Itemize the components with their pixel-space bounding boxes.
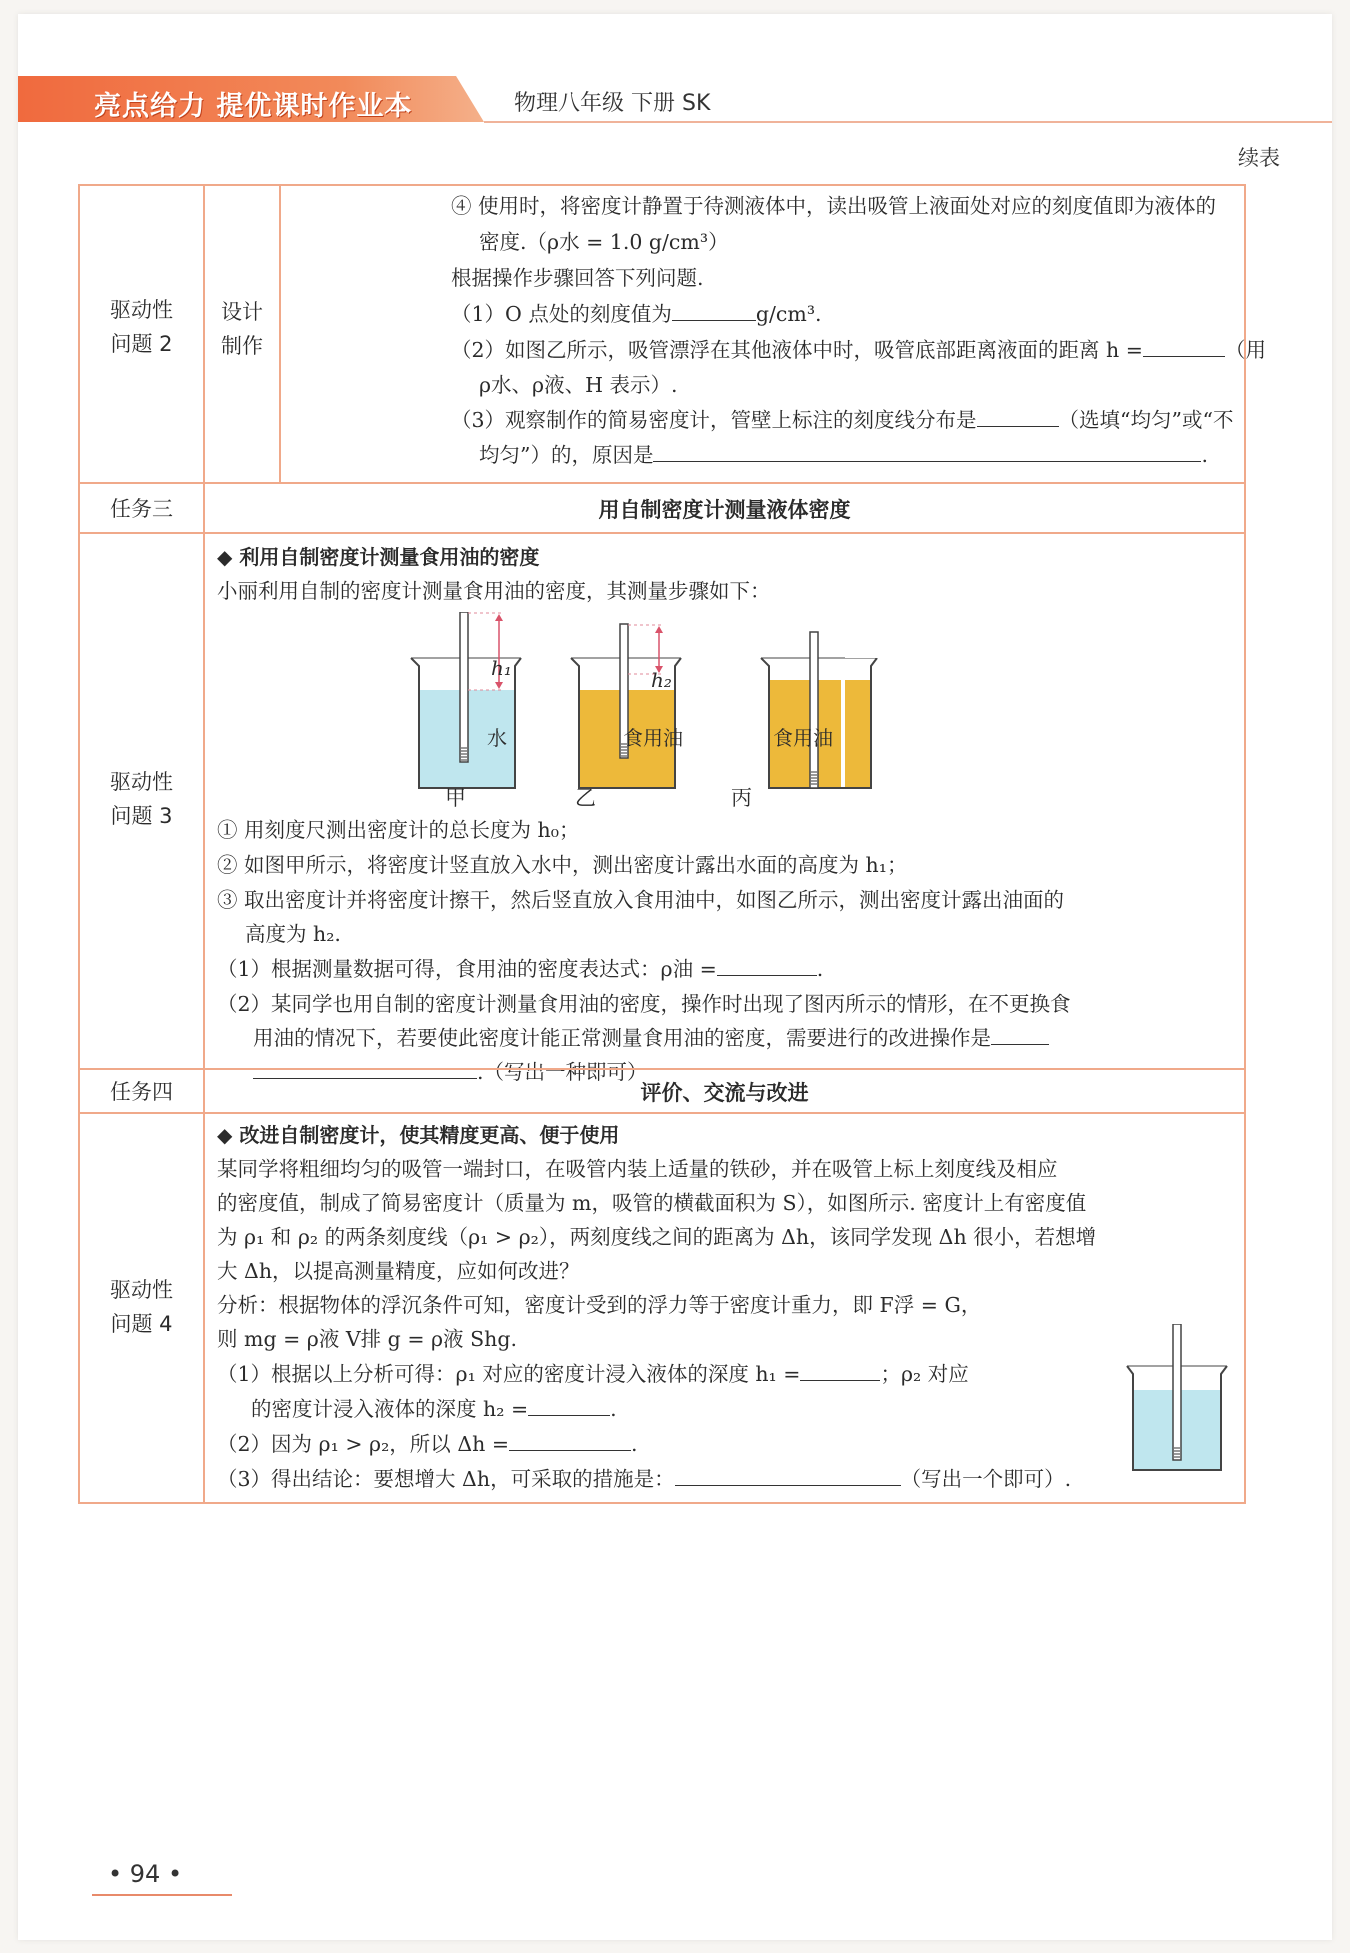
unit-text: g/cm³. (755, 302, 822, 326)
answer-blank[interactable] (675, 1464, 901, 1486)
task-3-label-cell (80, 484, 205, 532)
period: . (816, 957, 824, 981)
beaker-c (761, 632, 845, 788)
text-line (479, 440, 1208, 470)
row-header-line2: 问题 2 (110, 332, 173, 356)
label-water: 水 (487, 726, 507, 750)
answer-blank[interactable] (977, 405, 1059, 427)
question-text: （写出一个即可）. (900, 1467, 1072, 1491)
answer-blank[interactable] (717, 954, 817, 976)
text-line: 为 ρ₁ 和 ρ₂ 的两条刻度线（ρ₁ > ρ₂），两刻度线之间的距离为 Δh，该同学发现 Δh 很小，若想增 (217, 1225, 1097, 1249)
period: . (1201, 443, 1209, 467)
question-text: （3）得出结论：要想增大 Δh，可采取的措施是： (217, 1467, 675, 1491)
label-h2: h₂ (651, 668, 672, 692)
beaker-b (571, 624, 681, 788)
answer-blank[interactable] (653, 440, 1201, 462)
text-line (451, 335, 1266, 365)
caption-a: 甲 (445, 786, 466, 810)
answer-blank[interactable] (991, 1023, 1049, 1045)
question-text: （1）O 点处的刻度值为 (451, 302, 672, 326)
subheader-design (205, 186, 281, 482)
hydrometer-tube (810, 632, 818, 788)
page-number: • 94 • (108, 1860, 183, 1888)
row-task-4 (80, 1068, 1244, 1112)
period: . (631, 1432, 638, 1456)
step-line: 高度为 h₂. (245, 922, 341, 946)
row-question-3 (80, 532, 1244, 1084)
step-line: ① 用刻度尺测出密度计的总长度为 h₀； (217, 818, 580, 842)
section-heading: ◆ 利用自制密度计测量食用油的密度 (217, 545, 540, 569)
question-text: （2）如图乙所示，吸管漂浮在其他液体中时，吸管底部距离液面的距离 h = (451, 338, 1143, 362)
task-4-title-cell (205, 1070, 1244, 1112)
caption-b: 乙 (575, 786, 596, 810)
question-line (217, 1359, 969, 1389)
subheader-line2: 制作 (221, 334, 263, 358)
step-line: ② 如图甲所示，将密度计竖直放入水中，测出密度计露出水面的高度为 h₁； (217, 853, 908, 877)
question-text: ；ρ₂ 对应 (880, 1362, 969, 1386)
answer-blank[interactable] (800, 1359, 880, 1381)
question-text: 用油的情况下，若要使此密度计能正常测量食用油的密度，需要进行的改进操作是 (253, 1026, 991, 1050)
step-line: ③ 取出密度计并将密度计擦干，然后竖直放入食用油中，如图乙所示，测出密度计露出油面的 (217, 888, 1065, 912)
page-number-underline (92, 1894, 232, 1896)
beaker-figure (405, 612, 845, 802)
q3-body (205, 534, 1244, 1084)
beaker-c-right-part (845, 658, 955, 790)
question-text: （3）观察制作的简易密度计，管壁上标注的刻度线分布是 (451, 408, 977, 432)
question-text: （1）根据以上分析可得：ρ₁ 对应的密度计浸入液体的深度 h₁ = (217, 1362, 801, 1386)
question-text: （选填“均匀”或“不 (1058, 408, 1234, 432)
row-question-2 (80, 186, 1266, 482)
caption-c: 丙 (731, 786, 752, 810)
text-line: ④ 使用时，将密度计静置于待测液体中，读出吸管上液面处对应的刻度值即为液体的 (451, 194, 1217, 218)
text-line: ρ水、ρ液、H 表示）. (479, 373, 678, 397)
text-line: 某同学将粗细均匀的吸管一端封口，在吸管内装上适量的铁砂，并在吸管上标上刻度线及相应 (217, 1157, 1058, 1181)
label-oil-c: 食用油 (773, 726, 833, 750)
task-3-title: 用自制密度计测量液体密度 (598, 498, 851, 522)
answer-blank[interactable] (509, 1429, 631, 1451)
question-text: （用 (1224, 338, 1266, 362)
row-header-line1: 驱动性 (110, 1278, 173, 1302)
text-line: 密度.（ρ水 = 1.0 g/cm³） (479, 230, 729, 254)
row-question-4 (80, 1112, 1244, 1502)
question-line: （2）某同学也用自制的密度计测量食用油的密度，操作时出现了图丙所示的情形，在不更换食 (217, 992, 1071, 1016)
section-heading: ◆ 改进自制密度计，使其精度更高、便于使用 (217, 1123, 620, 1147)
hydrometer-tube (1173, 1324, 1181, 1460)
question-line (251, 1394, 617, 1424)
question-text: 的密度计浸入液体的深度 h₂ = (251, 1397, 529, 1421)
task-4-label-cell (80, 1070, 205, 1112)
answer-blank[interactable] (1143, 335, 1225, 357)
label-oil-b: 食用油 (623, 726, 683, 750)
row-header-line2: 问题 4 (110, 1312, 173, 1336)
question-text: 均匀”）的，原因是 (479, 443, 654, 467)
worksheet-table (78, 184, 1266, 1504)
text-line (451, 299, 822, 329)
hydrometer-tube (460, 612, 468, 762)
header-divider (484, 121, 1332, 123)
text-line (451, 405, 1234, 435)
beaker-a (411, 612, 521, 788)
answer-blank[interactable] (672, 299, 756, 321)
row-header-q2 (80, 186, 205, 482)
question-line (217, 1429, 638, 1459)
period: . (610, 1397, 617, 1421)
question-line (217, 954, 823, 984)
question-line (217, 1464, 1071, 1494)
question-text: （1）根据测量数据可得，食用油的密度表达式：ρ油 = (217, 957, 717, 981)
row-header-line1: 驱动性 (110, 298, 173, 322)
text-line: 则 mg = ρ液 V排 g = ρ液 Shg. (217, 1327, 517, 1351)
text-line: 小丽利用自制的密度计测量食用油的密度，其测量步骤如下： (217, 579, 771, 603)
row-header-line2: 问题 3 (110, 804, 173, 828)
text-line: 大 Δh，以提高测量精度，应如何改进？ (217, 1259, 580, 1283)
text-line: 的密度值，制成了简易密度计（质量为 m，吸管的横截面积为 S），如图所示. 密度计上有密度值 (217, 1191, 1087, 1215)
row-header-q4 (80, 1114, 205, 1502)
question-text: （2）因为 ρ₁ > ρ₂，所以 Δh = (217, 1432, 510, 1456)
series-title: 亮点给力 提优课时作业本 (94, 91, 413, 122)
task-3-title-cell (205, 484, 1244, 532)
task-4-title: 评价、交流与改进 (640, 1081, 809, 1105)
task-4-label: 任务四 (110, 1080, 173, 1104)
subheader-line1: 设计 (221, 300, 263, 324)
row-task-3 (80, 482, 1244, 532)
text-line: 根据操作步骤回答下列问题. (451, 266, 704, 290)
q2-body (281, 186, 1266, 482)
task-3-label: 任务三 (110, 497, 173, 521)
continued-label: 续表 (1238, 146, 1280, 170)
book-subtitle: 物理八年级 下册 SK (514, 91, 711, 116)
question-line (253, 1023, 1049, 1053)
q4-body (205, 1114, 1244, 1502)
label-h1: h₁ (491, 656, 512, 680)
answer-blank[interactable] (528, 1394, 610, 1416)
hydrometer-beaker-figure (1125, 1324, 1229, 1474)
row-header-q3 (80, 534, 205, 1068)
text-line: 分析：根据物体的浮沉条件可知，密度计受到的浮力等于密度计重力，即 F浮 = G， (217, 1293, 982, 1317)
row-header-line1: 驱动性 (110, 770, 173, 794)
question-text: .（写出一种即可） (477, 1060, 648, 1084)
